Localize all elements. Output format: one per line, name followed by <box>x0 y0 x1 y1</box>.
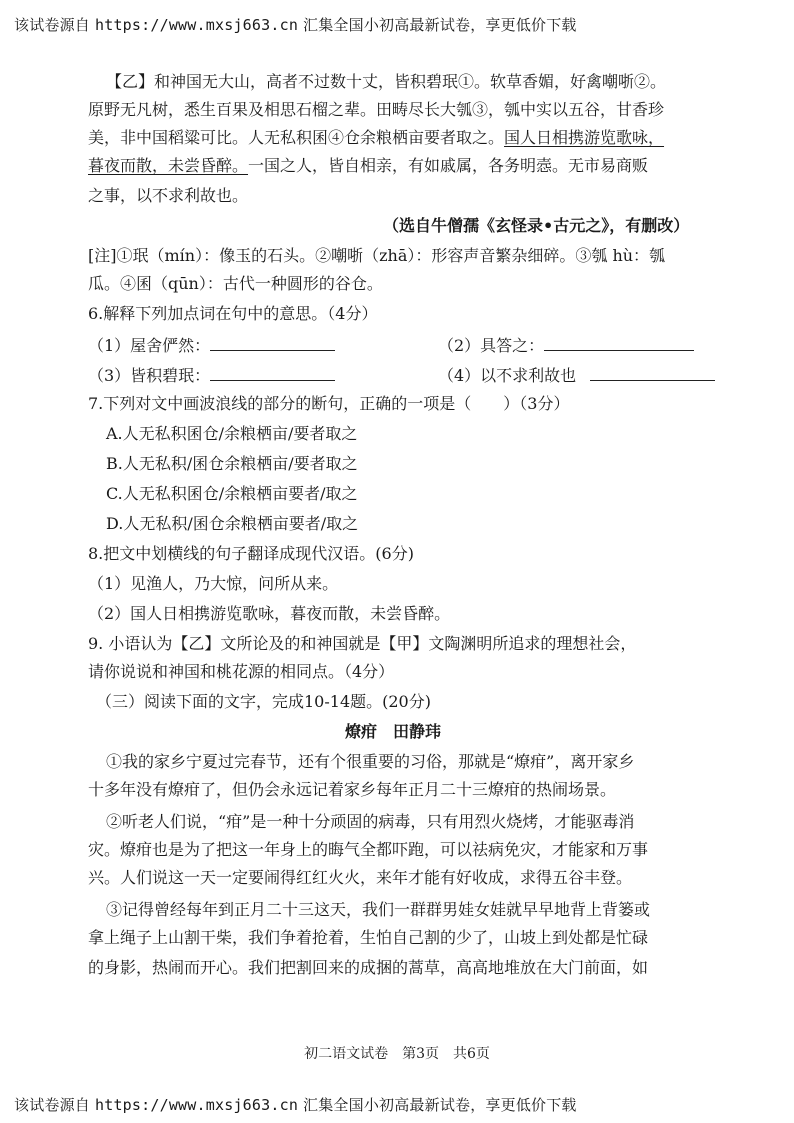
article-p2-line-3: 兴。人们说这一天一定要闹得红红火火，来年才能有好收成，求得五谷丰登。 <box>88 868 633 887</box>
q6-item-1-label: （1）屋舍俨然： <box>88 336 211 355</box>
q6-item-4-label: （4）以不求利故也 <box>438 366 577 385</box>
q7-option-d[interactable]: D.人无私积/囷仓余粮栖亩要者/取之 <box>106 514 359 533</box>
passage-yi-line-2: 原野无凡树，悉生百果及相思石榴之辈。田畴尽长大瓠③，瓠中实以五谷，甘香珍 <box>88 100 665 119</box>
banner-suffix: 汇集全国小初高最新试卷，享更低价下载 <box>303 1096 577 1114</box>
page-number-label: 初二语文试卷 第3页 共6页 <box>304 1046 490 1062</box>
q6-item-2-label: （2）具答之： <box>438 336 545 355</box>
passage-yi-line-1: 【乙】和神国无大山，高者不过数十丈，皆积碧珉①。软草香媚，好禽嘲哳②。 <box>106 72 667 91</box>
passage-yi-line-4 <box>88 156 648 176</box>
q6-item-3 <box>88 364 335 386</box>
banner-suffix: 汇集全国小初高最新试卷，享更低价下载 <box>303 16 577 34</box>
q7-option-b[interactable]: B.人无私积/囷仓余粮栖亩/要者取之 <box>106 454 358 473</box>
article-p3-line-2: 拿上绳子上山割干柴，我们争着抢着，生怕自己割的少了，山坡上到处都是忙碌 <box>88 928 649 947</box>
q8-stem: 8.把文中划横线的句子翻译成现代汉语。(6分) <box>88 544 414 563</box>
q6-item-3-label: （3）皆积碧珉： <box>88 366 211 385</box>
q7-option-c[interactable]: C.人无私积囷仓/余粮栖亩要者/取之 <box>106 484 358 503</box>
passage-yi-line-3-text: 美，非中国稻粱可比。人无私积囷④仓余粮栖亩要者取之。 <box>88 128 505 147</box>
q6-stem: 6.解释下列加点词在句中的意思。（4分） <box>88 304 378 323</box>
q6-item-1 <box>88 334 335 356</box>
notes-line-1: [注]①珉（mín）：像玉的石头。②嘲哳（zhā）：形容声音繁杂细碎。③瓠 hù：瓠 <box>88 246 666 265</box>
banner-prefix: 该试卷源自 <box>14 1096 91 1114</box>
passage-yi-underlined-sentence-a: 国人日相携游览歌咏， <box>504 128 665 147</box>
header-source-banner <box>14 14 577 35</box>
footer-source-banner <box>14 1094 577 1115</box>
article-title: 燎疳 田静玮 <box>345 722 442 741</box>
passage-yi-line-3 <box>88 128 664 148</box>
q8-item-1: （1）见渔人，乃大惊，问所从来。 <box>88 574 339 593</box>
q8-item-2: （2）国人日相携游览歌咏，暮夜而散，未尝昏醉。 <box>88 604 451 623</box>
q6-item-4 <box>438 364 715 386</box>
article-p2-line-1: ②听老人们说，“疳”是一种十分顽固的病毒，只有用烈火烧烤，才能驱毒消 <box>106 812 635 831</box>
article-p3-line-1: ③记得曾经每年到正月二十三这天，我们一群群男娃女娃就早早地背上背篓或 <box>106 900 651 919</box>
section-3-heading: （三）阅读下面的文字，完成10-14题。(20分) <box>96 692 431 711</box>
banner-url-link[interactable]: https://www.mxsj663.cn <box>94 16 299 34</box>
q6-answer-blank-4[interactable] <box>590 364 715 381</box>
q6-item-2 <box>438 334 694 356</box>
passage-yi-source: （选自牛僧孺《玄怪录•古元之》，有删改） <box>383 216 690 235</box>
q7-stem: 7.下列对文中画波浪线的部分的断句，正确的一项是（ ）（3分） <box>88 394 570 413</box>
passage-yi-line-5: 之事，以不求利故也。 <box>88 186 249 205</box>
article-p1-line-2: 十多年没有燎疳了，但仍会永远记着家乡每年正月二十三燎疳的热闹场景。 <box>88 780 617 799</box>
banner-prefix: 该试卷源自 <box>14 16 91 34</box>
article-p2-line-2: 灾。燎疳也是为了把这一年身上的晦气全都吓跑，可以祛病免灾，才能家和万事 <box>88 840 649 859</box>
q9-line-2: 请你说说和神国和桃花源的相同点。（4分） <box>88 662 395 681</box>
banner-url-link[interactable]: https://www.mxsj663.cn <box>94 1096 299 1114</box>
q7-option-a[interactable]: A.人无私积囷仓/余粮栖亩/要者取之 <box>106 424 358 443</box>
q6-answer-blank-3[interactable] <box>210 364 335 381</box>
q6-answer-blank-2[interactable] <box>544 334 694 351</box>
passage-yi-line-4-text: 一国之人，皆自相亲，有如戚属，各务明悫。无市易商贩 <box>248 156 649 175</box>
q9-line-1: 9. 小语认为【乙】文所论及的和神国就是【甲】文陶渊明所追求的理想社会， <box>88 634 637 653</box>
passage-yi-underlined-sentence-b: 暮夜而散，未尝昏醉。 <box>88 156 249 175</box>
article-p1-line-1: ①我的家乡宁夏过完春节，还有个很重要的习俗，那就是“燎疳”，离开家乡 <box>106 752 635 771</box>
article-p3-line-3: 的身影，热闹而开心。我们把割回来的成捆的蒿草，高高地堆放在大门前面，如 <box>88 958 649 977</box>
q6-answer-blank-1[interactable] <box>210 334 335 351</box>
notes-line-2: 瓜。④囷（qūn）：古代一种圆形的谷仓。 <box>88 274 383 293</box>
